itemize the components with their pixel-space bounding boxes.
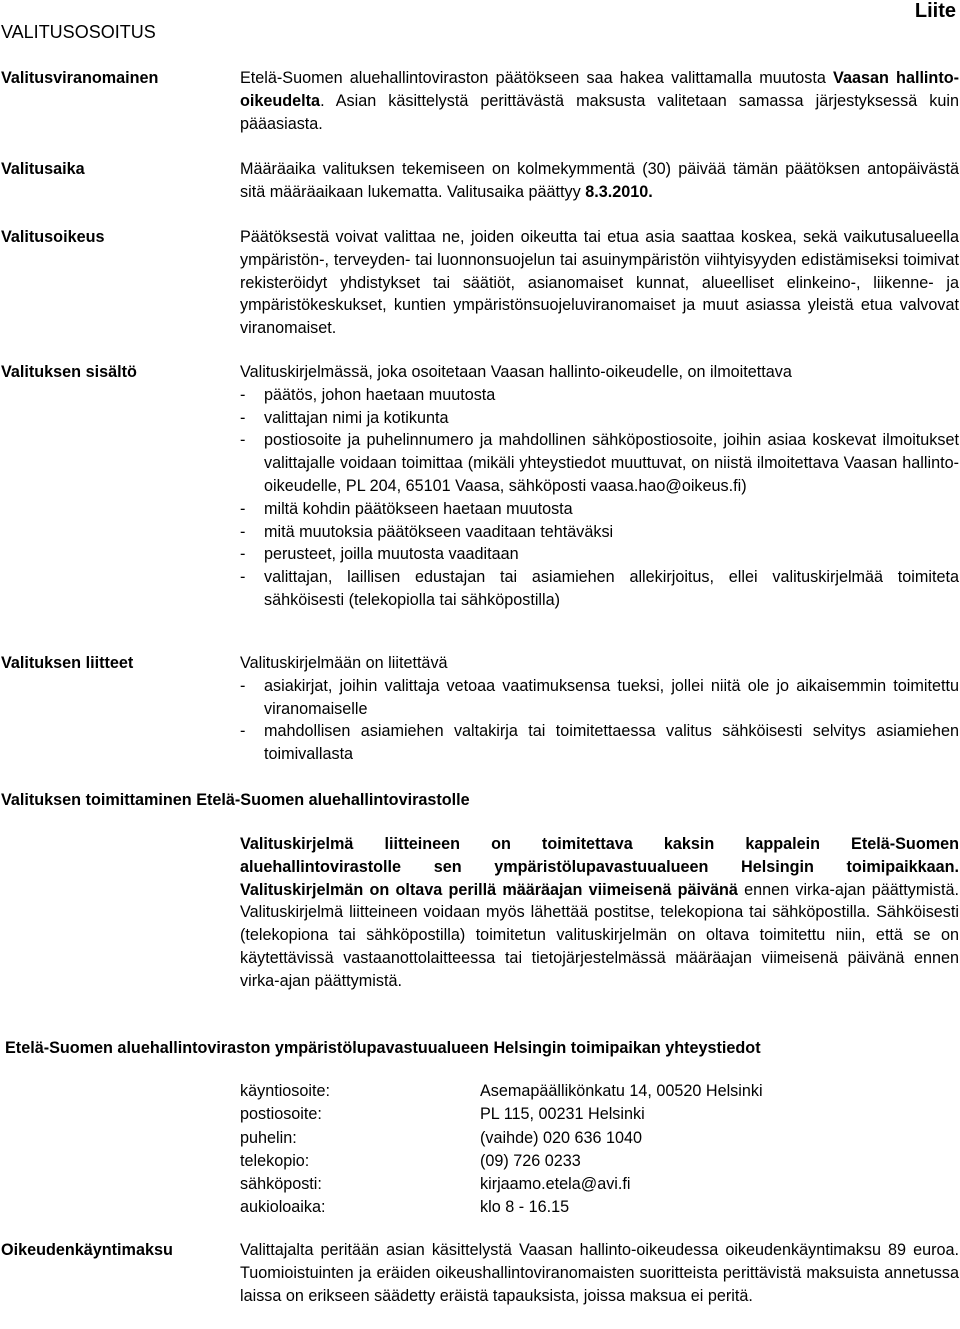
deadline-date: 8.3.2010.: [585, 182, 653, 201]
list-item-text: mahdollisen asiamiehen valtakirja tai toimitettaessa valitus sähköisesti selvitys asiamiehen toimivallasta: [264, 722, 959, 764]
contact-value: (09) 726 0233: [480, 1151, 581, 1170]
list-item-text: päätös, johon haetaan muutosta: [264, 385, 496, 404]
contact-key: telekopio:: [240, 1151, 310, 1170]
list-item-text: valittajan, laillisen edustajan tai asiamiehen allekirjoitus, ellei valituskirjelmää toimiteta sähköisesti (telekopiolla tai sähköpostilla): [264, 568, 959, 609]
contact-info: [240, 1080, 840, 1220]
list-item: - mitä muutoksia päätökseen vaaditaan tehtäväksi: [240, 522, 614, 541]
section-valitusviranomainen: [240, 67, 959, 135]
label-liitteet: Valituksen liitteet: [1, 654, 134, 672]
oikeudenkayntimaksu-text: Valittajalta peritään asian käsittelystä Vaasan hallinto-oikeudessa oikeudenkäyntimaksu 89 euroa. Tuomioistuinten ja eräiden oikeushallintoviranomaisten suoritteista perittävistä maksuista annetussa laissa on erikseen säädetty eräistä tapauksista, joissa maksua ei peritä.: [240, 1241, 959, 1305]
toimittaminen-text: [240, 833, 959, 993]
section-liitteet: [240, 652, 959, 766]
section-sisalto: [240, 361, 959, 612]
heading-toimittaminen: Valituksen toimittaminen Etelä-Suomen aluehallintovirastolle: [1, 791, 470, 809]
list-item: - mahdollisen asiamiehen valtakirja tai toimitettaessa valitus sähköisesti selvitys asiamiehen toimivallasta: [240, 722, 959, 764]
list-item-text: valittajan nimi ja kotikunta: [264, 408, 449, 427]
section-valitusoikeus: [240, 226, 959, 340]
contact-value: PL 115, 00231 Helsinki: [480, 1105, 645, 1124]
contact-key: aukioloaika:: [240, 1198, 326, 1217]
appendix-badge: Liite: [914, 0, 956, 22]
contact-value: Asemapäällikönkatu 14, 00520 Helsinki: [480, 1082, 763, 1100]
contact-row: [240, 1103, 840, 1126]
contact-value: klo 8 - 16.15: [480, 1198, 570, 1217]
list-item: - miltä kohdin päätökseen haetaan muutosta: [240, 499, 573, 518]
contact-key: sähköposti:: [240, 1175, 322, 1194]
list-item: - perusteet, joilla muutosta vaaditaan: [240, 545, 519, 564]
document-title: VALITUSOSOITUS: [1, 22, 156, 42]
valitusoikeus-text: Päätöksestä voivat valittaa ne, joiden oikeutta tai etua asia saattaa koskea, sekä vaikutusalueella ympäristön-, terveyden- tai luonnonsuojelun tai asuinympäristön viihtyisyyden edistämiseksi toimivat rekisteröidyt yhdistykset tai säätiöt, asianomaiset kunnat, alueelliset elinkeino-, liikenne- ja ympäristökeskukset, kuntien ympäristönsuojeluviranomaiset ja muut asiassa yleistä etua valvovat viranomaiset.: [240, 228, 959, 338]
valitusaika-text: [240, 158, 959, 204]
liitteet-list: [240, 675, 959, 766]
list-item-text: perusteet, joilla muutosta vaaditaan: [264, 545, 519, 564]
label-valitusoikeus: Valitusoikeus: [1, 228, 105, 246]
label-oikeudenkayntimaksu: Oikeudenkäyntimaksu: [1, 1241, 173, 1259]
section-oikeudenkayntimaksu: [240, 1239, 959, 1307]
list-item-text: asiakirjat, joihin valittaja vetoaa vaatimuksensa tueksi, jollei niitä ole jo aikaisemmin toimitettu viranomaiselle: [264, 676, 959, 718]
sisalto-intro: Valituskirjelmässä, joka osoitetaan Vaasan hallinto-oikeudelle, on ilmoitettava: [240, 363, 792, 381]
section-toimittaminen: [240, 833, 959, 993]
contact-row: [240, 1173, 840, 1196]
list-item-text: postiosoite ja puhelinnumero ja mahdollinen sähköpostiosoite, joihin asiaa koskevat ilmoitukset valittajalle voidaan toimittaa (mikäli yhteystiedot muuttuvat, on niistä ilmoitettava Vaasan hallinto-oikeudelle, PL 204, 65101 Vaasa, sähköposti vaasa.hao@oikeus.fi): [264, 431, 959, 495]
contact-key: puhelin:: [240, 1128, 297, 1147]
list-item-text: miltä kohdin päätökseen haetaan muutosta: [264, 499, 573, 518]
label-sisalto: Valituksen sisältö: [1, 363, 137, 381]
contact-value: kirjaamo.etela@avi.fi: [480, 1175, 631, 1194]
text-part: Etelä-Suomen aluehallintoviraston päätökseen saa hakea valittamalla muutosta: [240, 69, 834, 87]
contact-key: postiosoite:: [240, 1105, 322, 1124]
contact-value: (vaihde) 020 636 1040: [480, 1128, 643, 1147]
list-item: - valittajan nimi ja kotikunta: [240, 408, 449, 427]
heading-yhteystiedot: Etelä-Suomen aluehallintoviraston ympäristölupavastuualueen Helsingin toimipaikan yhteystiedot: [5, 1039, 761, 1057]
list-item-text: mitä muutoksia päätökseen vaaditaan tehtäväksi: [264, 522, 614, 541]
section-valitusaika: [240, 158, 959, 204]
text-part: ennen virka-ajan päättymistä. Valituskirjelmä liitteineen voidaan myös lähettää postitse, telekopiona tai sähköpostilla. Sähköisesti (telekopiona tai sähköpostilla) toimitetun valituskirjelmän on oltava toimitettu niin, että se on käytettävissä vastaanottolaitteessa tai tietojärjestelmässä määräajan viimeisenä päivänä ennen virka-ajan päättymistä.: [240, 880, 959, 990]
sisalto-list: [240, 384, 959, 612]
list-item: - postiosoite ja puhelinnumero ja mahdollinen sähköpostiosoite, joihin asiaa koskevat ilmoitukset valittajalle voidaan toimittaa (mikäli yhteystiedot muuttuvat, on niistä ilmoitettava Vaasan hallinto-oikeudelle, PL 204, 65101 Vaasa, sähköposti vaasa.hao@oikeus.fi): [240, 431, 959, 495]
text-part: . Asian käsittelystä perittävästä maksusta valitetaan samassa järjestyksessä kuin pääasiasta.: [240, 91, 959, 133]
valitusviranomainen-text: [240, 67, 959, 135]
list-item: - asiakirjat, joihin valittaja vetoaa vaatimuksensa tueksi, jollei niitä ole jo aikaisemmin toimitettu viranomaiselle: [240, 676, 959, 718]
contact-key: käyntiosoite:: [240, 1082, 330, 1100]
contact-row: [240, 1150, 840, 1173]
text-part: Valituskirjelmä liitteineen on toimitettava kaksin kappalein Etelä-Suomen aluehallintovirastolle sen ympäristölupavastuualueen Helsingin toimipaikkaan. Valituskirjelmän on oltava perillä määräajan viimeisenä päivänä: [240, 835, 959, 899]
contact-row: [240, 1080, 840, 1103]
label-valitusaika: Valitusaika: [1, 160, 85, 178]
liitteet-intro: Valituskirjelmään on liitettävä: [240, 654, 448, 672]
label-valitusviranomainen: Valitusviranomainen: [1, 69, 159, 87]
list-item: - päätös, johon haetaan muutosta: [240, 385, 496, 404]
text-part: Määräaika valituksen tekemiseen on kolmekymmentä (30) päivää tämän päätöksen antopäivästä sitä määräaikaan lukematta. Valitusaika päättyy: [240, 160, 959, 201]
contact-row: [240, 1127, 840, 1150]
contact-row: [240, 1196, 840, 1219]
list-item: - valittajan, laillisen edustajan tai asiamiehen allekirjoitus, ellei valituskirjelmää toimiteta sähköisesti (telekopiolla tai sähköpostilla): [240, 568, 959, 609]
court-name: Vaasan hallinto-oikeudelta: [240, 69, 959, 110]
